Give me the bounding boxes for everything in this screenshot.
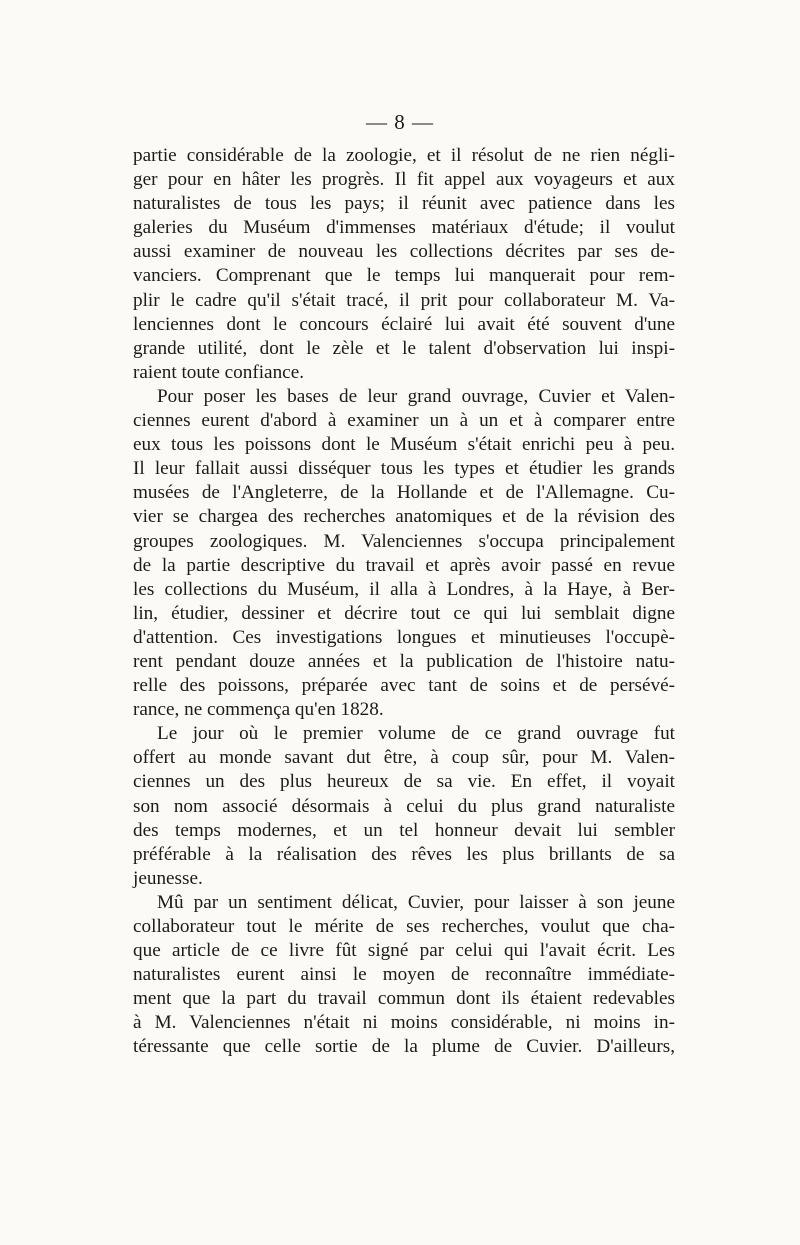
- text-line: Il leur fallait aussi disséquer tous les types et étudier les grands: [133, 458, 675, 480]
- text-line: ment que la part du travail commun dont ils étaient redevables: [133, 988, 675, 1010]
- text-line: d'attention. Ces investigations longues et minutieuses l'occupè-: [133, 626, 675, 648]
- text-line: Mû par un sentiment délicat, Cuvier, pour laisser à son jeune: [157, 891, 675, 913]
- text-line: les collections du Muséum, il alla à Londres, à la Haye, à Ber-: [133, 578, 675, 600]
- text-line: galeries du Muséum d'immenses matériaux d'étude; il voulut: [133, 217, 675, 239]
- text-line: vier se chargea des recherches anatomiques et de la révision des: [133, 506, 675, 528]
- text-line: aussi examiner de nouveau les collections décrites par ses de-: [133, 241, 675, 263]
- text-line: vanciers. Comprenant que le temps lui manquerait pour rem-: [133, 265, 675, 287]
- text-line: groupes zoologiques. M. Valenciennes s'occupa principalement: [133, 530, 675, 552]
- text-line: offert au monde savant dut être, à coup sûr, pour M. Valen-: [133, 747, 675, 769]
- body-text: [133, 144, 675, 1060]
- text-line: jeunesse.: [133, 867, 203, 889]
- text-line: naturalistes de tous les pays; il réunit avec patience dans les: [133, 193, 675, 215]
- text-line: musées de l'Angleterre, de la Hollande et de l'Allemagne. Cu-: [133, 482, 675, 504]
- page-number: — 8 —: [366, 110, 434, 134]
- text-line: plir le cadre qu'il s'était tracé, il prit pour collaborateur M. Va-: [133, 289, 675, 311]
- text-line: eux tous les poissons dont le Muséum s'était enrichi peu à peu.: [133, 434, 675, 456]
- text-line: lin, étudier, dessiner et décrire tout ce qui lui semblait digne: [133, 602, 675, 624]
- text-line: téressante que celle sortie de la plume de Cuvier. D'ailleurs,: [133, 1036, 675, 1058]
- text-line: à M. Valenciennes n'était ni moins considérable, ni moins in-: [133, 1012, 675, 1034]
- text-line: collaborateur tout le mérite de ses recherches, voulut que cha-: [133, 916, 675, 937]
- text-line: rent pendant douze années et la publication de l'histoire natu-: [133, 650, 675, 672]
- text-line: partie considérable de la zoologie, et il résolut de ne rien négli-: [133, 145, 675, 166]
- text-line: lenciennes dont le concours éclairé lui avait été souvent d'une: [133, 313, 675, 335]
- text-line: préférable à la réalisation des rêves les plus brillants de sa: [133, 843, 675, 865]
- text-line: Le jour où le premier volume de ce grand ouvrage fut: [157, 723, 675, 745]
- text-line: que article de ce livre fût signé par celui qui l'avait écrit. Les: [133, 940, 675, 962]
- text-line: Pour poser les bases de leur grand ouvrage, Cuvier et Valen-: [157, 385, 675, 407]
- text-line: relle des poissons, préparée avec tant de soins et de persévé-: [133, 675, 675, 697]
- text-line: raient toute confiance.: [133, 361, 305, 383]
- text-line: ger pour en hâter les progrès. Il fit appel aux voyageurs et aux: [133, 169, 675, 191]
- text-line: son nom associé désormais à celui du plus grand naturaliste: [133, 795, 675, 817]
- text-line: des temps modernes, et un tel honneur devait lui sembler: [133, 819, 675, 841]
- text-line: grande utilité, dont le zèle et le talent d'observation lui inspi-: [133, 337, 675, 359]
- text-line: rance, ne commença qu'en 1828.: [133, 699, 384, 721]
- text-line: ciennes eurent d'abord à examiner un à un et à comparer entre: [133, 410, 675, 432]
- text-line: de la partie descriptive du travail et après avoir passé en revue: [133, 554, 675, 576]
- text-line: ciennes un des plus heureux de sa vie. En effet, il voyait: [133, 771, 675, 793]
- text-line: naturalistes eurent ainsi le moyen de reconnaître immédiate-: [133, 964, 675, 986]
